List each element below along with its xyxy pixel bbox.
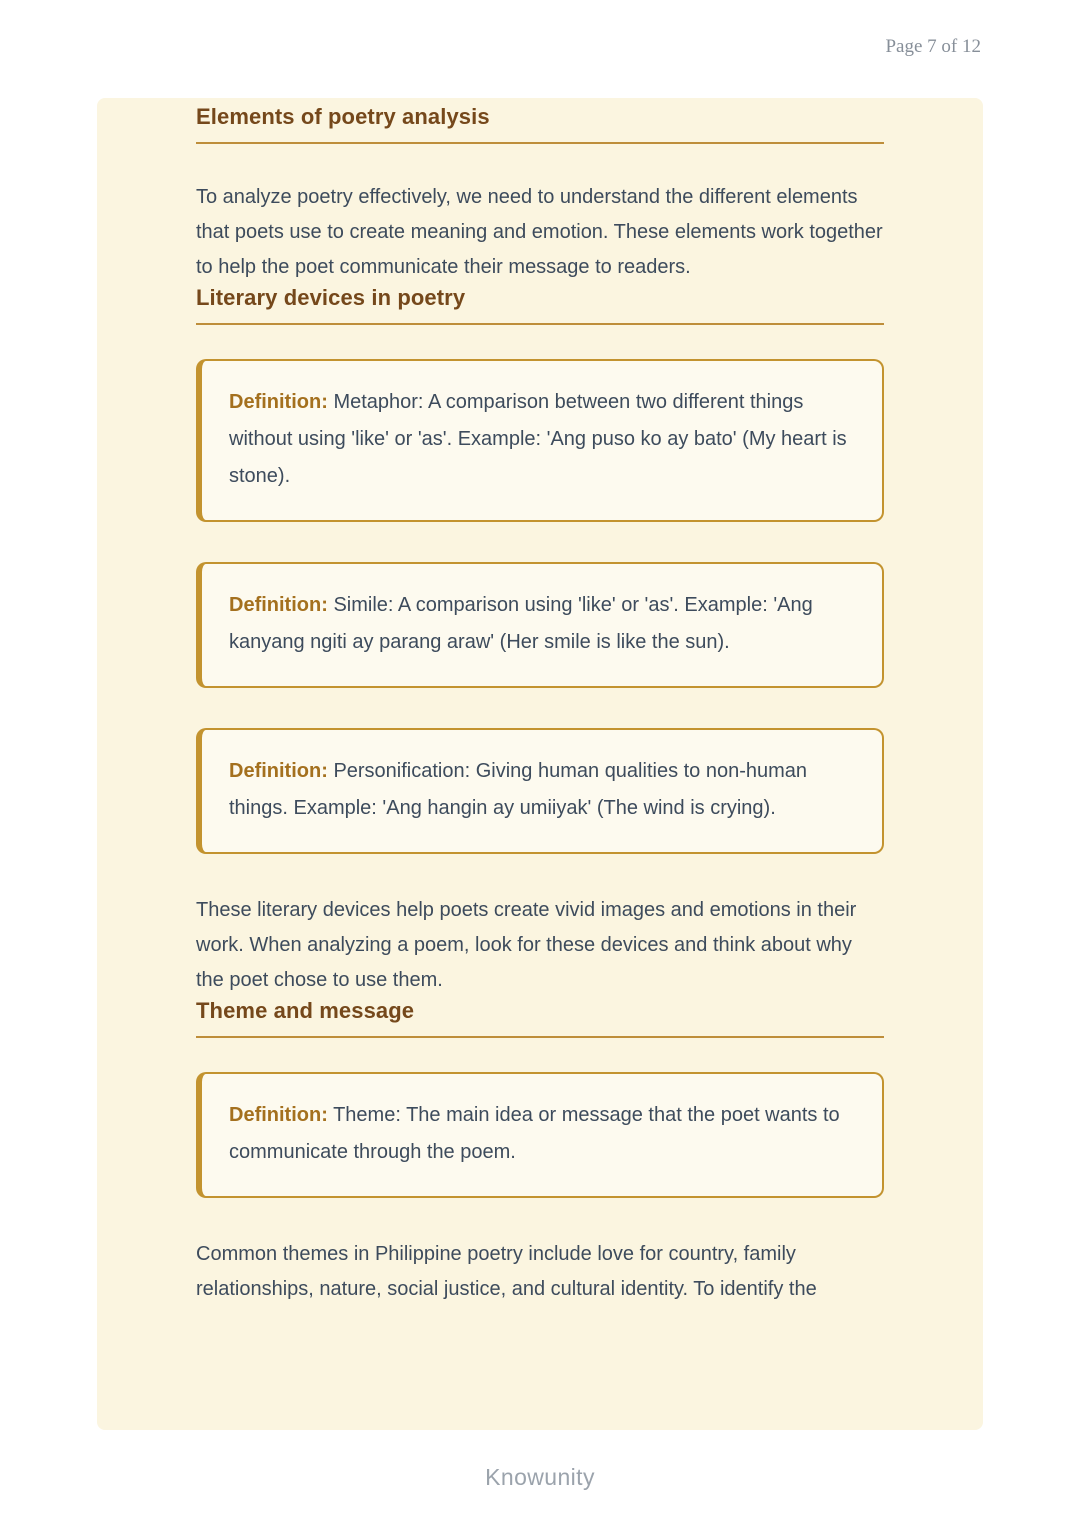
definition-paragraph	[229, 753, 854, 827]
section-heading-theme-and-message: Theme and message	[196, 998, 415, 1023]
heading-underline-rule	[196, 323, 884, 325]
paragraph-intro: To analyze poetry effectively, we need to understand the different elements that poets use to create meaning and emotion. These elements work together to help the poet communicate their message to readers.	[196, 186, 883, 278]
page-indicator: Page 7 of 12	[885, 36, 981, 57]
definition-label: Definition:	[229, 760, 328, 782]
paragraph-common-themes: Common themes in Philippine poetry include love for country, family relationships, nature, social justice, and cultural identity. To identify the	[196, 1243, 817, 1300]
definition-label: Definition:	[229, 1104, 328, 1126]
definition-box-metaphor	[196, 359, 884, 522]
definition-label: Definition:	[229, 391, 328, 413]
definition-label: Definition:	[229, 594, 328, 616]
paragraph-devices-summary: These literary devices help poets create vivid images and emotions in their work. When analyzing a poem, look for these devices and think about why the poet chose to use them.	[196, 899, 857, 991]
definition-text: Personification: Giving human qualities to non-human things. Example: 'Ang hangin ay umiiyak' (The wind is crying).	[229, 760, 808, 819]
content-panel	[97, 98, 983, 1430]
heading-underline-rule	[196, 142, 884, 144]
definition-box-theme	[196, 1072, 884, 1198]
section-heading-literary-devices: Literary devices in poetry	[196, 285, 466, 310]
definition-text: Metaphor: A comparison between two different things without using 'like' or 'as'. Example: 'Ang puso ko ay bato' (My heart is stone).	[229, 391, 847, 487]
heading-underline-rule	[196, 1036, 884, 1038]
section-heading-elements-of-poetry-analysis: Elements of poetry analysis	[196, 104, 490, 129]
definition-text: Theme: The main idea or message that the poet wants to communicate through the poem.	[229, 1104, 840, 1163]
definition-paragraph	[229, 384, 854, 495]
definition-text: Simile: A comparison using 'like' or 'as'. Example: 'Ang kanyang ngiti ay parang araw' (Her smile is like the sun).	[229, 594, 813, 653]
definition-box-personification	[196, 728, 884, 854]
brand-footer: Knowunity	[485, 1464, 595, 1490]
definition-box-simile	[196, 562, 884, 688]
definition-paragraph	[229, 587, 854, 661]
definition-paragraph	[229, 1097, 854, 1171]
